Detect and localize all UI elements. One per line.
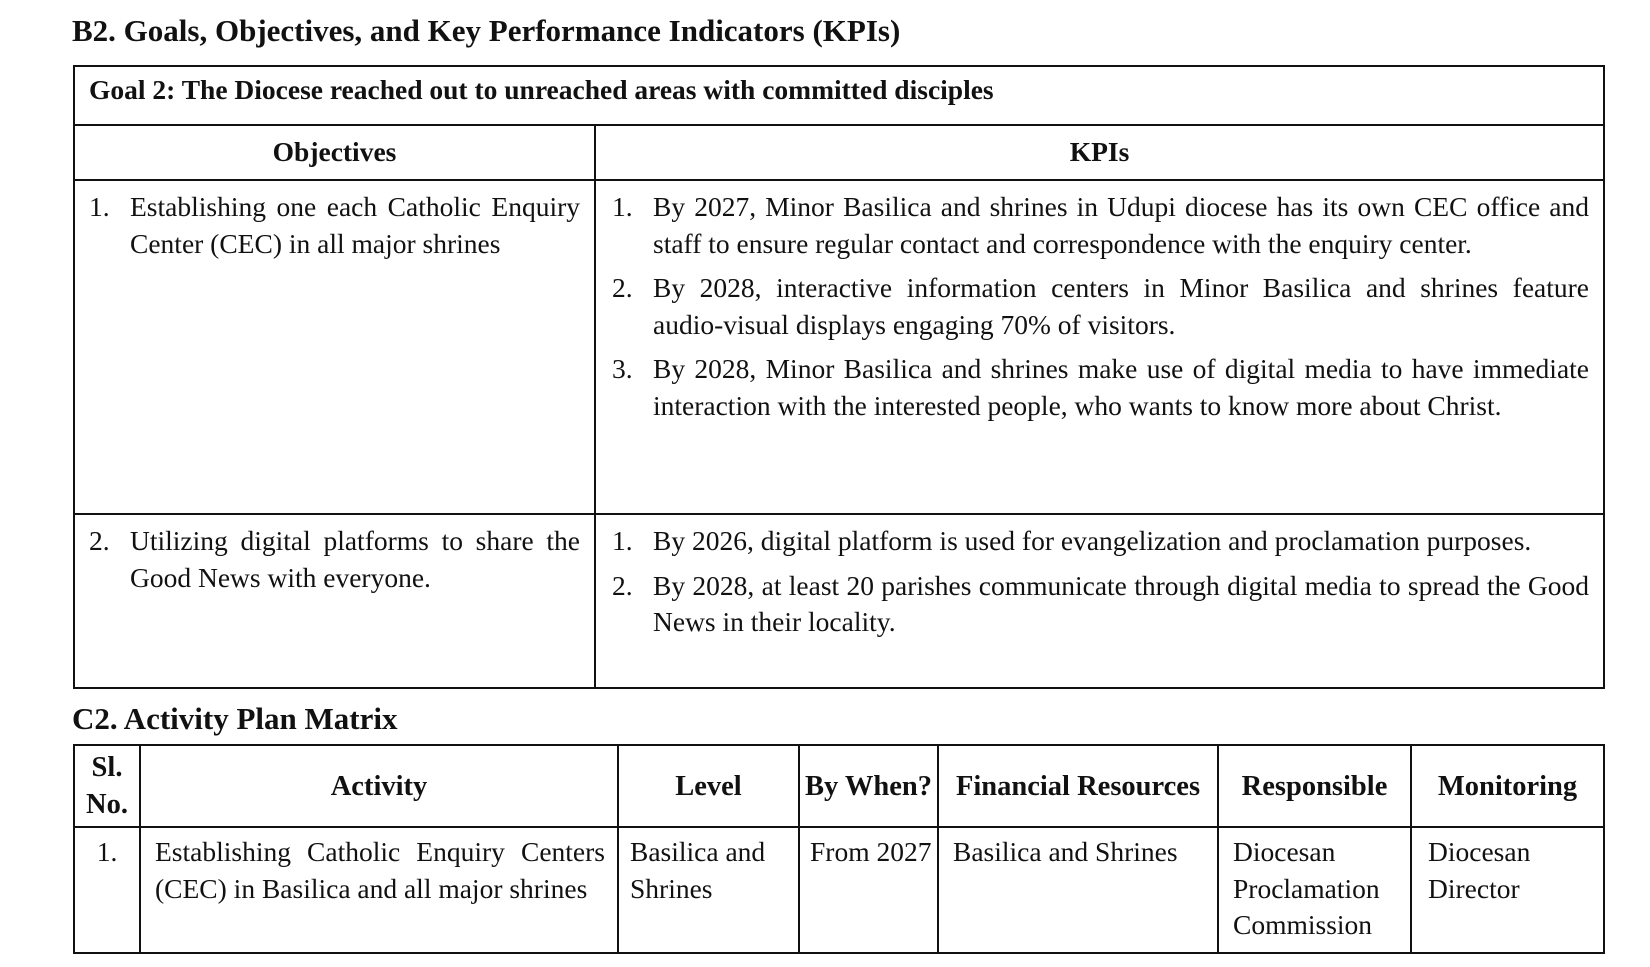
kpis-column-header: KPIs	[595, 125, 1604, 180]
kpi-number: 1.	[612, 525, 633, 556]
goals-objectives-kpis-table	[73, 65, 1605, 689]
kpi-number: 2.	[612, 272, 633, 303]
section-c2-heading: C2. Activity Plan Matrix	[72, 701, 398, 736]
responsible-cell: Diocesan Proclamation Commission	[1218, 827, 1411, 953]
kpi-cell	[595, 514, 1604, 688]
objective-item	[89, 523, 580, 596]
kpi-item	[612, 568, 1589, 641]
objective-number: 1.	[89, 191, 110, 222]
financial-resources-cell: Basilica and Shrines	[938, 827, 1218, 953]
kpi-item	[612, 270, 1589, 343]
kpi-item	[612, 189, 1589, 262]
kpi-text: By 2026, digital platform is used for evangelization and proclamation purposes.	[653, 525, 1532, 556]
goal-title: Goal 2: The Diocese reached out to unreached areas with committed disciples	[74, 66, 1604, 125]
objective-number: 2.	[89, 525, 110, 556]
kpi-number: 3.	[612, 353, 633, 384]
objective-text: Utilizing digital platforms to share the Good News with everyone.	[130, 525, 580, 593]
objectives-column-header: Objectives	[74, 125, 595, 180]
responsible-column-header: Responsible	[1218, 745, 1411, 827]
kpi-text: By 2028, interactive information centers in Minor Basilica and shrines feature audio-visual displays engaging 70% of visitors.	[653, 272, 1590, 340]
kpi-cell	[595, 180, 1604, 514]
objective-item	[89, 189, 580, 262]
monitoring-cell: Diocesan Director	[1411, 827, 1604, 953]
objective-text: Establishing one each Catholic Enquiry Center (CEC) in all major shrines	[130, 191, 580, 259]
objective-cell	[74, 514, 595, 688]
table-header-row	[74, 745, 1604, 827]
by-when-cell: From 2027	[799, 827, 938, 953]
sl-no-column-header: Sl. No.	[74, 745, 140, 827]
level-cell: Basilica and Shrines	[618, 827, 799, 953]
kpi-number: 1.	[612, 191, 633, 222]
kpi-item	[612, 523, 1589, 560]
kpi-text: By 2028, Minor Basilica and shrines make use of digital media to have immediate interaction with the interested people, who wants to know more about Christ.	[653, 353, 1590, 421]
level-column-header: Level	[618, 745, 799, 827]
kpi-number: 2.	[612, 569, 633, 601]
activity-cell: Establishing Catholic Enquiry Centers (CEC) in Basilica and all major shrines	[140, 827, 618, 953]
monitoring-column-header: Monitoring	[1411, 745, 1604, 827]
section-b2-heading: B2. Goals, Objectives, and Key Performance Indicators (KPIs)	[72, 13, 901, 48]
kpi-text: By 2028, at least 20 parishes communicate through digital media to spread the Good News in their locality.	[653, 569, 1590, 637]
table-row	[74, 827, 1604, 953]
kpi-item	[612, 351, 1589, 424]
sl-no-cell: 1.	[74, 827, 140, 953]
activity-column-header: Activity	[140, 745, 618, 827]
by-when-column-header: By When?	[799, 745, 938, 827]
objective-cell	[74, 180, 595, 514]
table-row	[74, 180, 1604, 514]
kpi-text: By 2027, Minor Basilica and shrines in Udupi diocese has its own CEC office and staff to ensure regular contact and correspondence with the enquiry center.	[653, 191, 1590, 259]
financial-resources-column-header: Financial Resources	[938, 745, 1218, 827]
table-row	[74, 514, 1604, 688]
activity-plan-table	[73, 744, 1605, 954]
